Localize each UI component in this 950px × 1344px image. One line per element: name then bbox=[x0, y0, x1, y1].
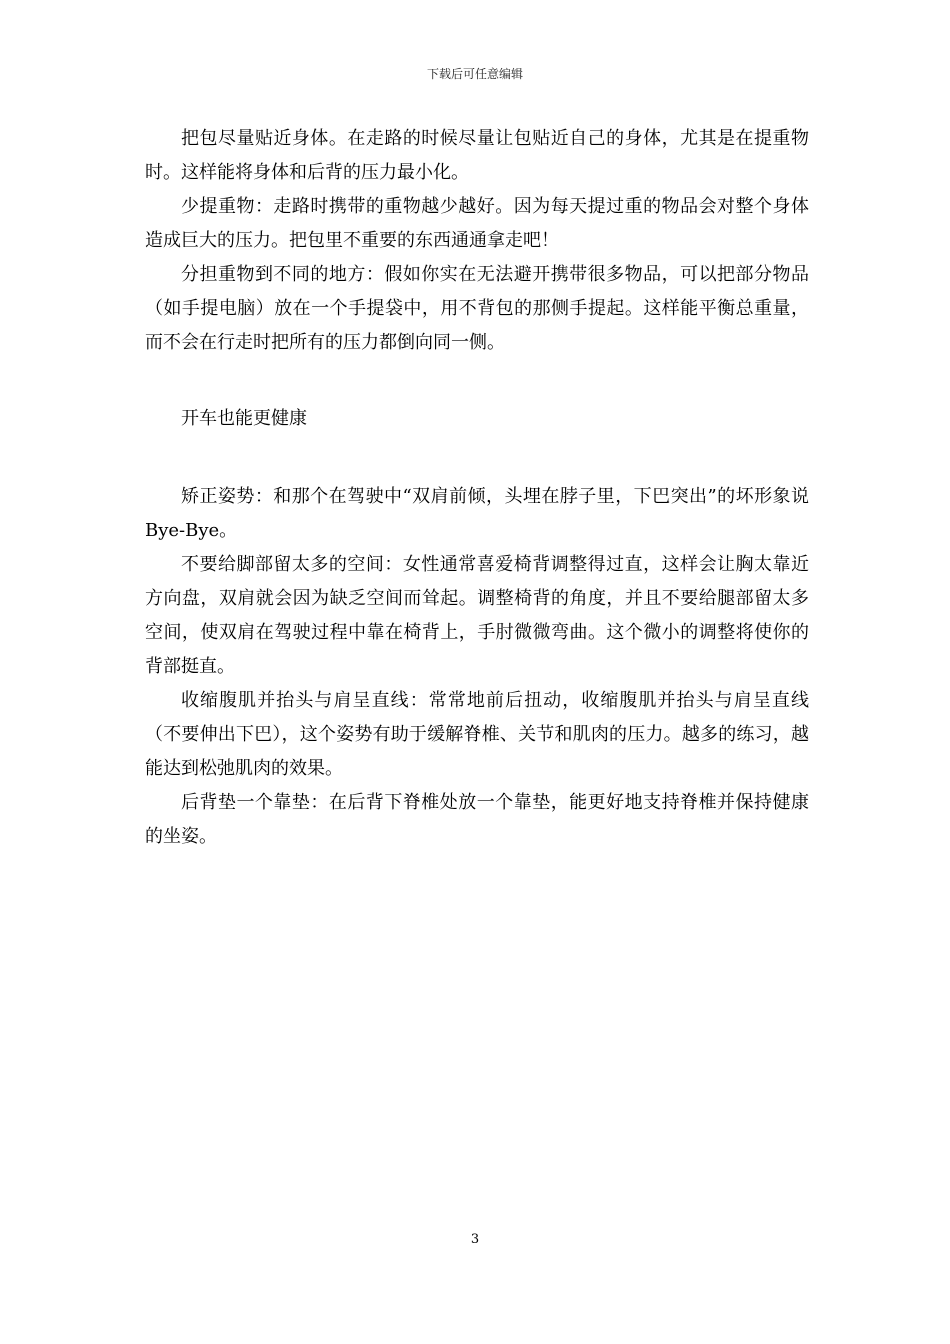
paragraph-back-cushion: 后背垫一个靠垫：在后背下脊椎处放一个靠垫，能更好地支持脊椎并保持健康的坐姿。 bbox=[145, 792, 809, 847]
paragraph-carry-less-weight: 少提重物：走路时携带的重物越少越好。因为每天提过重的物品会对整个身体造成巨大的压力。把包里不重要的东西通通拿走吧！ bbox=[145, 196, 809, 251]
paragraph-abdominal-muscles: 收缩腹肌并抬头与肩呈直线：常常地前后扭动，收缩腹肌并抬头与肩呈直线（不要伸出下巴），这个姿势有助于缓解脊椎、关节和肌肉的压力。越多的练习，越能达到松弛肌肉的效果。 bbox=[145, 690, 809, 779]
paragraph-split-load: 分担重物到不同的地方：假如你实在无法避开携带很多物品，可以把部分物品（如手提电脑）放在一个手提袋中，用不背包的那侧手提起。这样能平衡总重量，而不会在行走时把所有的压力都倒向同一侧。 bbox=[145, 264, 809, 353]
page-header: 下载后可任意编辑 bbox=[426, 67, 523, 81]
paragraph-leg-space: 不要给脚部留太多的空间：女性通常喜爱椅背调整得过直，这样会让胸太靠近方向盘，双肩就会因为缺乏空间而耸起。调整椅背的角度，并且不要给腿部留太多空间，使双肩在驾驶过程中靠在椅背上，手肘微微弯曲。这个微小的调整将使你的背部挺直。 bbox=[145, 554, 809, 677]
paragraph-bag-close-to-body: 把包尽量贴近身体。在走路的时候尽量让包贴近自己的身体，尤其是在提重物时。这样能将身体和后背的压力最小化。 bbox=[145, 128, 809, 183]
paragraph-correct-posture: 矫正姿势：和那个在驾驶中“双肩前倾，头埋在脖子里，下巴突出”的坏形象说Bye-Bye。 bbox=[145, 486, 809, 541]
section-heading-driving: 开车也能更健康 bbox=[181, 408, 307, 429]
page-number: 3 bbox=[470, 1232, 480, 1247]
document-body bbox=[145, 122, 809, 854]
